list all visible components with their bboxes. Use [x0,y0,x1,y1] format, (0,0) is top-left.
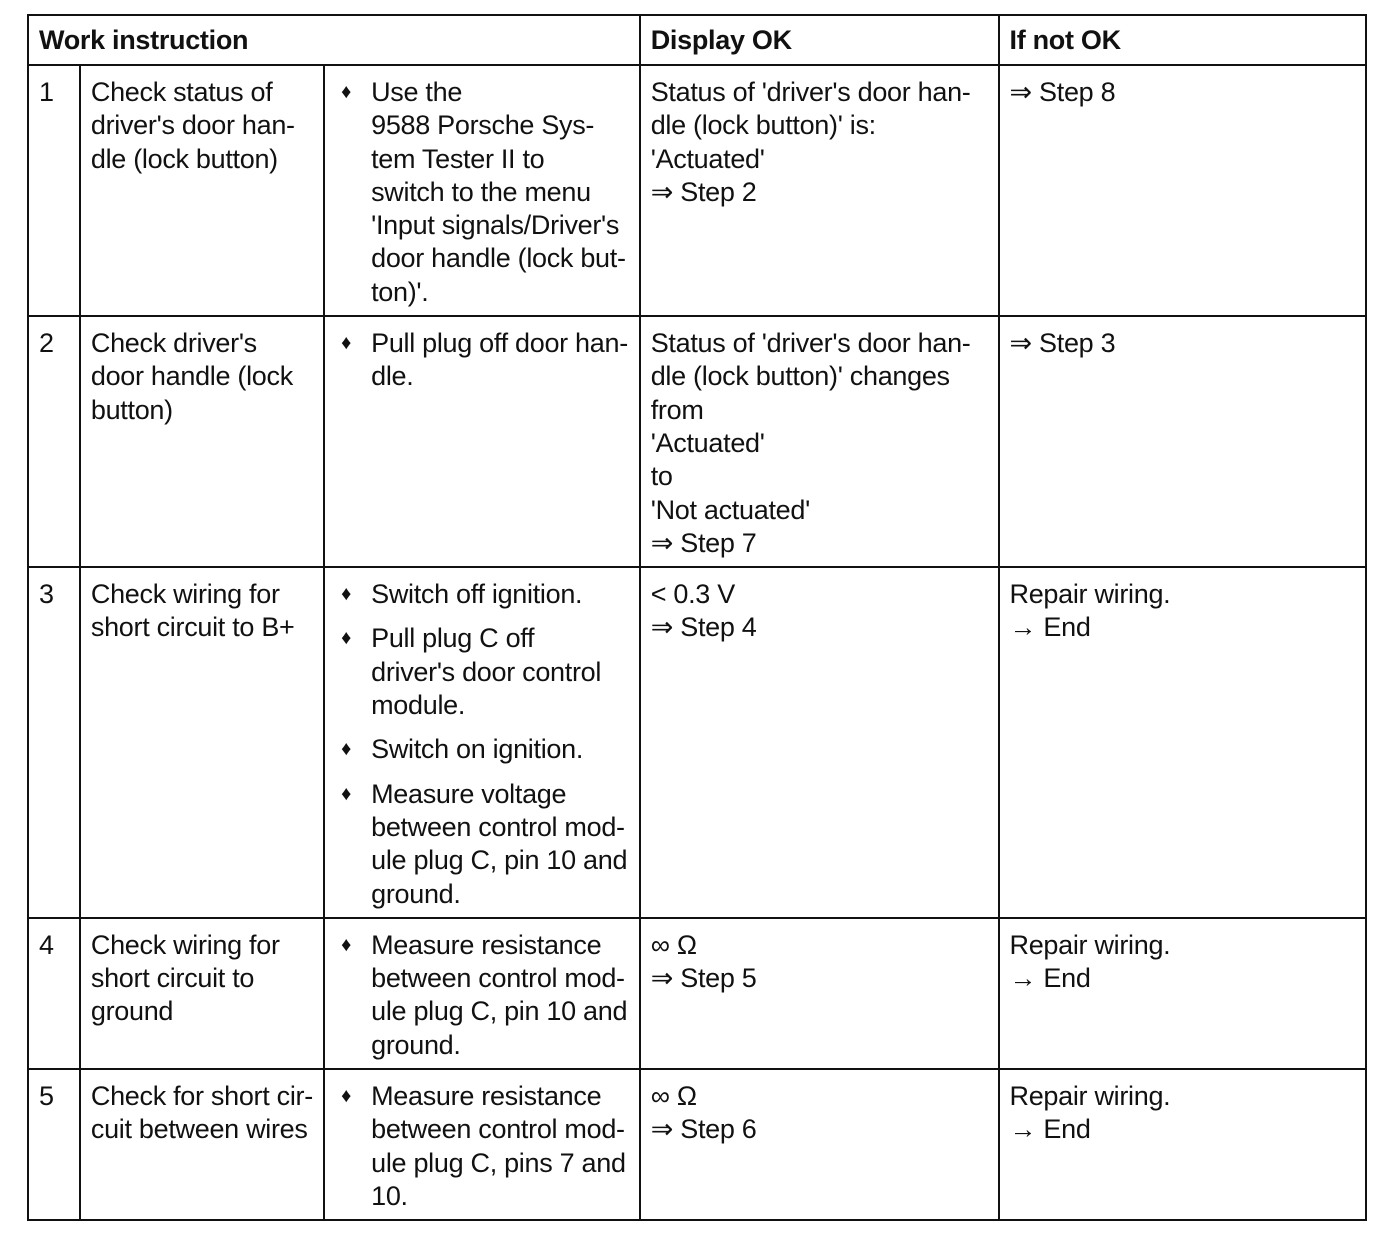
if-not-ok-cell: ⇒ Step 8 [999,65,1366,316]
action-text: Switch off ignition. [371,579,583,610]
action-item [335,733,629,766]
action-text: Use the 9588 Porsche Sys- tem Tester II to switch to the menu 'Input signals/Driver's door handle (lock but- ton)'. [371,77,626,307]
action-text: Measure resistance between control mod- ule plug C, pin 10 and ground. [371,929,628,1060]
step-number: 5 [28,1069,80,1220]
diamond-bullet-icon: ♦ [341,782,352,805]
table-row [28,918,1366,1069]
action-text: Switch on ignition. [371,734,584,765]
diamond-bullet-icon: ♦ [341,81,352,103]
table-row [28,567,1366,918]
step-task: Check driver's door handle (lock button) [80,316,324,567]
display-ok-cell: ∞ Ω ⇒ Step 6 [640,1069,999,1220]
step-task: Check for short cir- cuit between wires [80,1069,324,1220]
step-actions [324,316,640,567]
display-ok-cell: Status of 'driver's door han- dle (lock button)' changes from 'Actuated' to 'Not actuated' ⇒ Step 7 [640,316,999,567]
diamond-bullet-icon: ♦ [341,738,352,761]
action-text: Measure resistance between control mod- ule plug C, pins 7 and 10. [371,1081,626,1211]
action-text: Pull plug C off driver's door control module. [371,623,602,721]
table-row [28,65,1366,316]
action-item [335,327,629,394]
step-task: Check wiring for short circuit to B+ [80,567,324,918]
step-number: 2 [28,316,80,567]
display-ok-cell: ∞ Ω ⇒ Step 5 [640,918,999,1069]
diamond-bullet-icon: ♦ [341,933,352,956]
step-actions [324,567,640,918]
action-item [335,622,629,722]
step-number: 4 [28,918,80,1069]
display-ok-cell: Status of 'driver's door han- dle (lock button)' is: 'Actuated' ⇒ Step 2 [640,65,999,316]
if-not-ok-cell: Repair wiring. → End [999,567,1366,918]
display-ok-cell: < 0.3 V ⇒ Step 4 [640,567,999,918]
header-if-not-ok: If not OK [999,15,1366,65]
step-actions [324,1069,640,1220]
header-work-instruction: Work instruction [28,15,640,65]
diamond-bullet-icon: ♦ [341,627,352,650]
table-row [28,1069,1366,1220]
table-row [28,316,1366,567]
step-task: Check wiring for short circuit to ground [80,918,324,1069]
header-row [28,15,1366,65]
step-number: 1 [28,65,80,316]
work-instruction-table [27,14,1367,1221]
action-text: Pull plug off door han- dle. [371,328,628,392]
step-number: 3 [28,567,80,918]
step-task: Check status of driver's door han- dle (lock button) [80,65,324,316]
step-actions [324,65,640,316]
if-not-ok-cell: Repair wiring. → End [999,918,1366,1069]
if-not-ok-cell: ⇒ Step 3 [999,316,1366,567]
action-item [335,76,629,309]
action-item [335,578,629,611]
action-text: Measure voltage between control mod- ule plug C, pin 10 and ground. [371,778,628,909]
header-display-ok: Display OK [640,15,999,65]
diamond-bullet-icon: ♦ [341,332,352,355]
action-item [335,929,629,1062]
step-actions [324,918,640,1069]
action-item [335,778,629,911]
action-item [335,1080,629,1213]
diamond-bullet-icon: ♦ [341,1085,352,1108]
if-not-ok-cell: Repair wiring. → End [999,1069,1366,1220]
diamond-bullet-icon: ♦ [341,583,352,606]
